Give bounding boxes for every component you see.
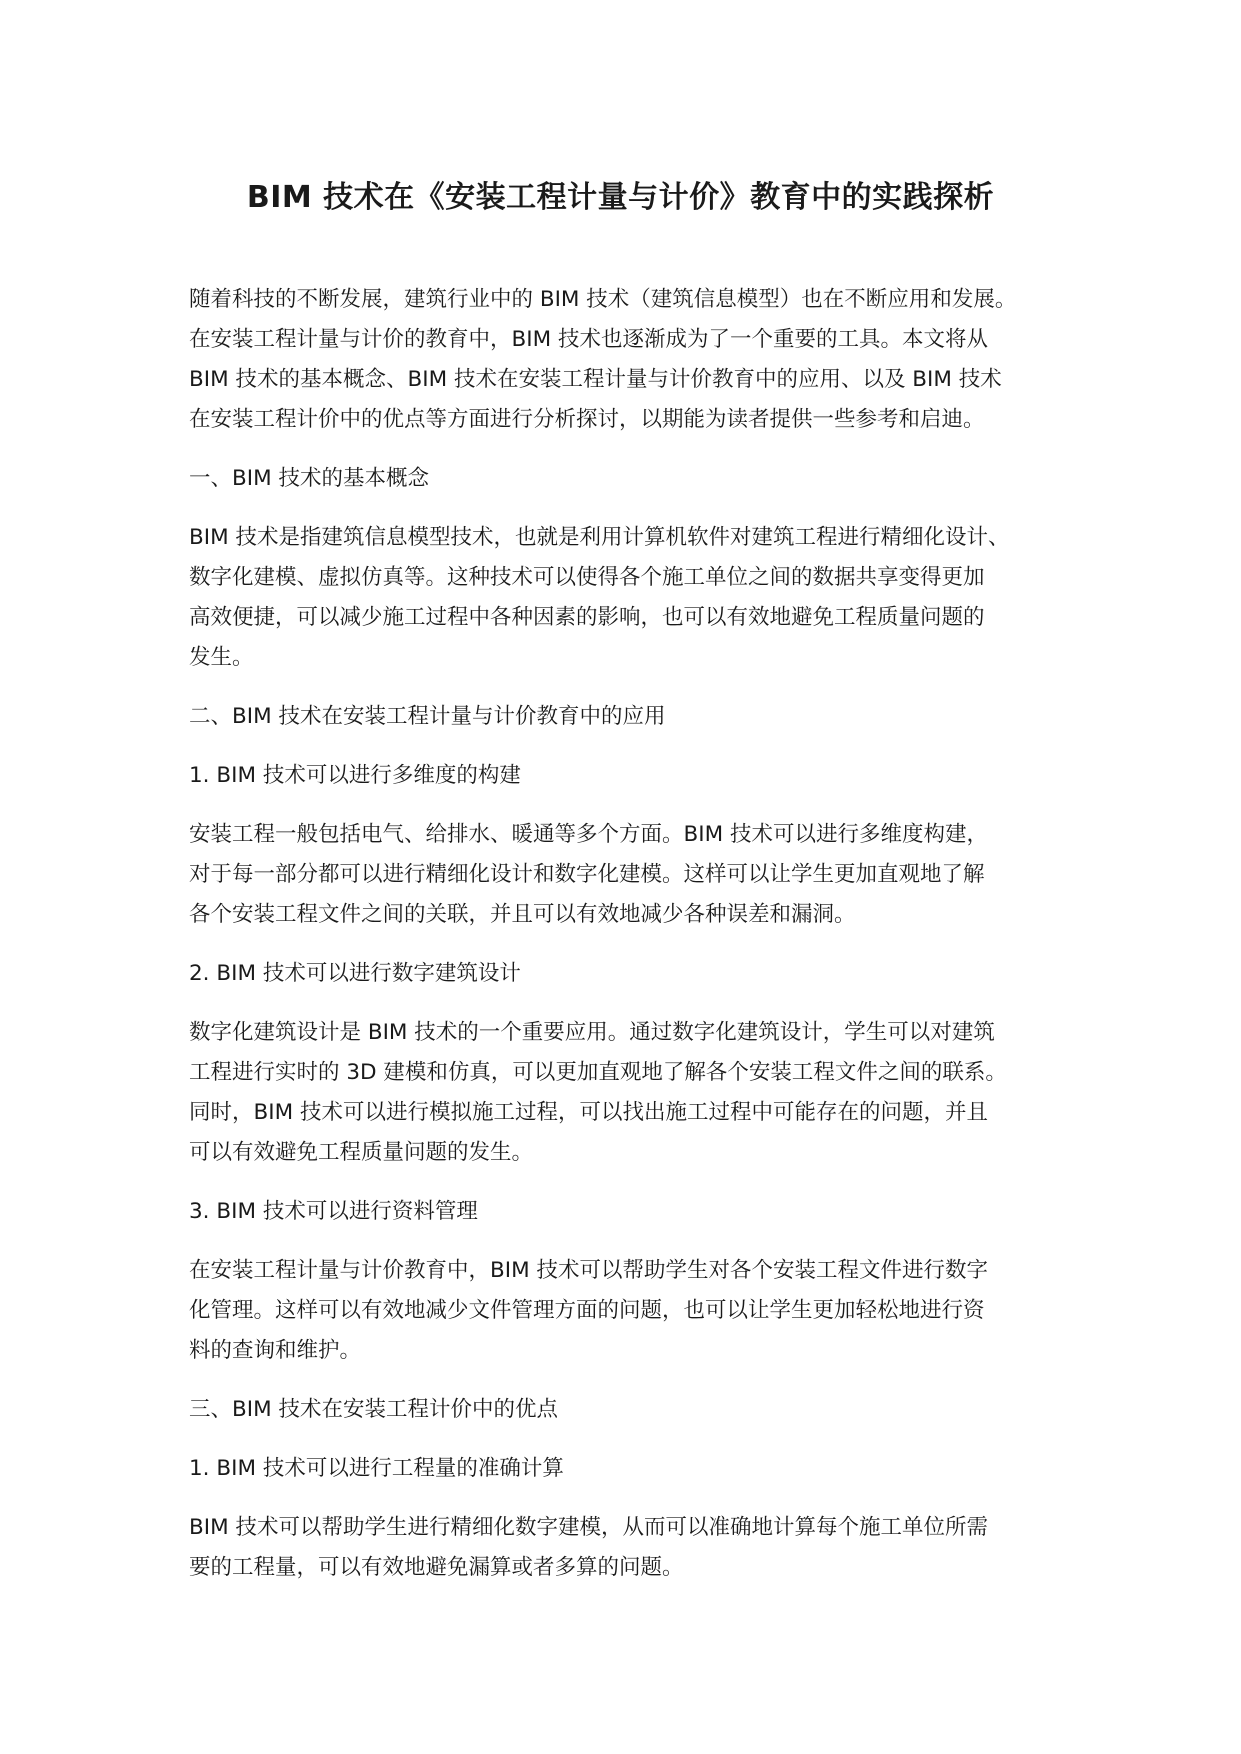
paragraph-digital-design: 数字化建筑设计是 BIM 技术的一个重要应用。通过数字化建筑设计，学生可以对建筑 工程进行实时的 3D 建模和仿真，可以更加直观地了解各个安装工程文件之间的联系。 同时，BIM 技术可以进行模拟施工过程，可以找出施工过程中可能存在的问题，并且 可以有效避免工程质量问题的发生。 xyxy=(189,1020,1007,1165)
subheading-3-1: 1. BIM 技术可以进行工程量的准确计算 xyxy=(189,1456,564,1481)
paragraph-quantity-calc: BIM 技术可以帮助学生进行精细化数字建模，从而可以准确地计算每个施工单位所需 要的工程量，可以有效地避免漏算或者多算的问题。 xyxy=(189,1515,988,1580)
document-title: BIM 技术在《安装工程计量与计价》教育中的实践探析 xyxy=(246,180,995,215)
subheading-2-3: 3. BIM 技术可以进行资料管理 xyxy=(189,1199,478,1224)
paragraph-intro: 随着科技的不断发展，建筑行业中的 BIM 技术（建筑信息模型）也在不断应用和发展。 在安装工程计量与计价的教育中，BIM 技术也逐渐成为了一个重要的工具。本文将从 BIM 技术的基本概念、BIM 技术在安装工程计量与计价教育中的应用、以及 BIM 技术 在安装工程计价中的优点等方面进行分析探讨，以期能为读者提供一些参考和启迪。 xyxy=(189,287,1017,432)
paragraph-bim-concept: BIM 技术是指建筑信息模型技术，也就是利用计算机软件对建筑工程进行精细化设计、 数字化建模、虚拟仿真等。这种技术可以使得各个施工单位之间的数据共享变得更加 高效便捷，可以减少施工过程中各种因素的影响，也可以有效地避免工程质量问题的 发生。 xyxy=(189,525,1010,670)
section-heading-3: 三、BIM 技术在安装工程计价中的优点 xyxy=(189,1397,558,1422)
paragraph-multi-dimension: 安装工程一般包括电气、给排水、暖通等多个方面。BIM 技术可以进行多维度构建， 对于每一部分都可以进行精细化设计和数字化建模。这样可以让学生更加直观地了解 各个安装工程文件之间的关联，并且可以有效地减少各种误差和漏洞。 xyxy=(189,822,988,927)
document-body xyxy=(189,280,1069,1607)
subheading-2-2: 2. BIM 技术可以进行数字建筑设计 xyxy=(189,961,521,986)
section-heading-1: 一、BIM 技术的基本概念 xyxy=(189,466,429,491)
section-heading-2: 二、BIM 技术在安装工程计量与计价教育中的应用 xyxy=(189,704,666,729)
subheading-2-1: 1. BIM 技术可以进行多维度的构建 xyxy=(189,763,521,788)
paragraph-data-management: 在安装工程计量与计价教育中，BIM 技术可以帮助学生对各个安装工程文件进行数字 化管理。这样可以有效地减少文件管理方面的问题，也可以让学生更加轻松地进行资 料的查询和维护。 xyxy=(189,1258,988,1363)
